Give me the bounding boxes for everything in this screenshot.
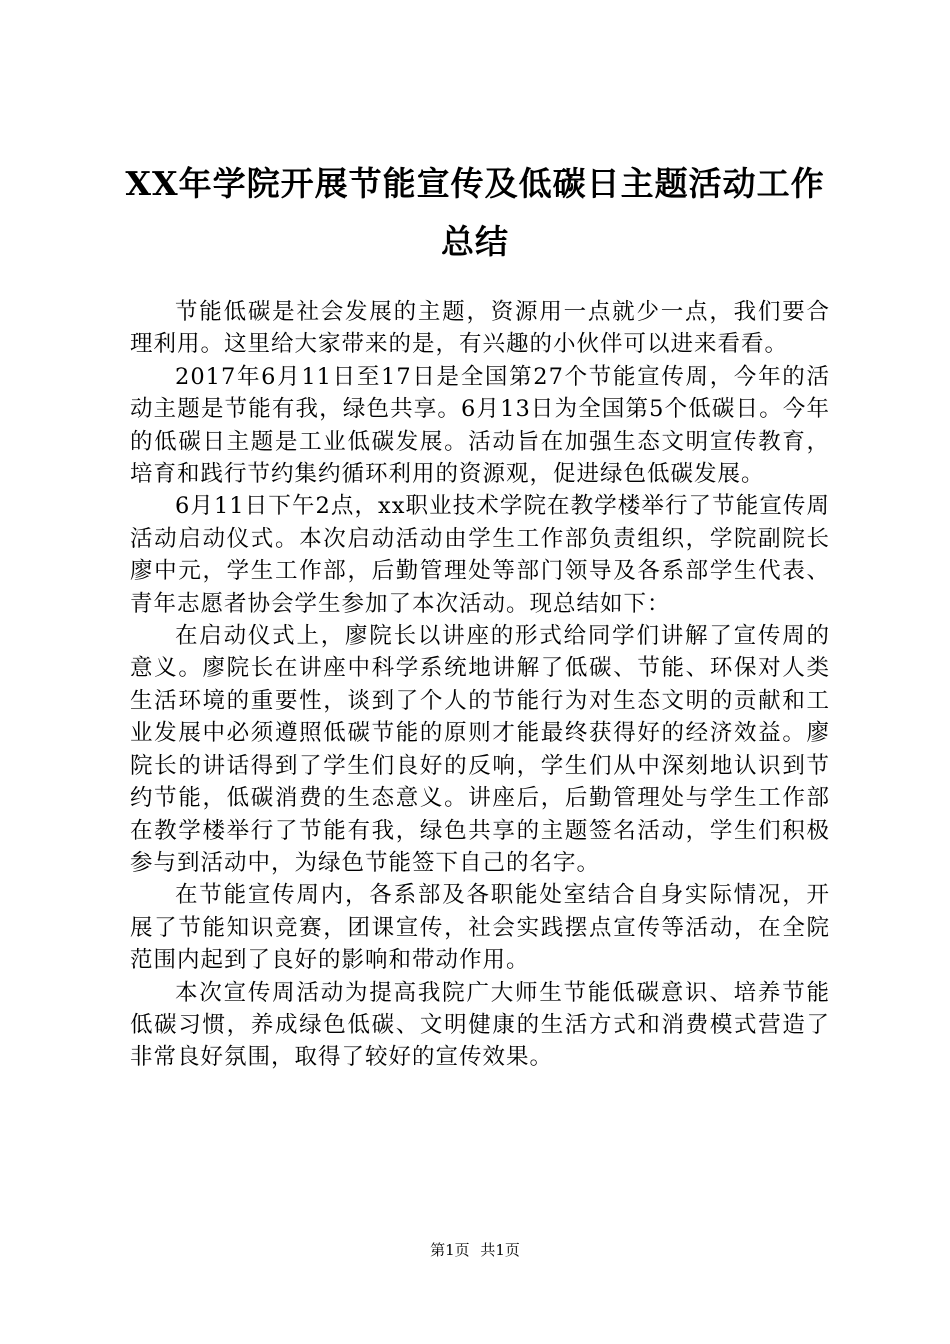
paragraph-activities: 在节能宣传周内，各系部及各职能处室结合自身实际情况，开展了节能知识竞赛，团课宣传，社会实践摆点宣传等活动，在全院范围内起到了良好的影响和带动作用。 (130, 882, 830, 974)
document-body (130, 296, 830, 1074)
paragraph-launch-ceremony: 6月11日下午2点，xx职业技术学院在教学楼举行了节能宣传周活动启动仪式。本次启动活动由学生工作部负责组织，学院副院长廖中元，学生工作部，后勤管理处等部门领导及各系部学生代表、青年志愿者协会学生参加了本次活动。现总结如下： (130, 493, 830, 617)
paragraph-intro: 节能低碳是社会发展的主题，资源用一点就少一点，我们要合理利用。这里给大家带来的是，有兴趣的小伙伴可以进来看看。 (130, 299, 830, 358)
paragraph-background: 2017年6月11日至17日是全国第27个节能宣传周，今年的活动主题是节能有我，绿色共享。6月13日为全国第5个低碳日。今年的低碳日主题是工业低碳发展。活动旨在加强生态文明宣传教育，培育和践行节约集约循环利用的资源观，促进绿色低碳发展。 (130, 363, 830, 488)
page-footer (0, 1240, 950, 1260)
page-number: 第1页 (430, 1241, 470, 1259)
page-total: 共1页 (480, 1241, 520, 1259)
paragraph-conclusion: 本次宣传周活动为提高我院广大师生节能低碳意识、培养节能低碳习惯，养成绿色低碳、文明健康的生活方式和消费模式营造了非常良好氛围，取得了较好的宣传效果。 (130, 979, 830, 1071)
paragraph-lecture: 在启动仪式上，廖院长以讲座的形式给同学们讲解了宣传周的意义。廖院长在讲座中科学系统地讲解了低碳、节能、环保对人类生活环境的重要性，谈到了个人的节能行为对生态文明的贡献和工业发展中必须遵照低碳节能的原则才能最终获得好的经济效益。廖院长的讲话得到了学生们良好的反响，学生们从中深刻地认识到节约节能，低碳消费的生态意义。讲座后，后勤管理处与学生工作部在教学楼举行了节能有我，绿色共享的主题签名活动，学生们积极参与到活动中，为绿色节能签下自己的名字。 (130, 623, 830, 876)
document-title: XX年学院开展节能宣传及低碳日主题活动工作总结 (125, 164, 825, 261)
